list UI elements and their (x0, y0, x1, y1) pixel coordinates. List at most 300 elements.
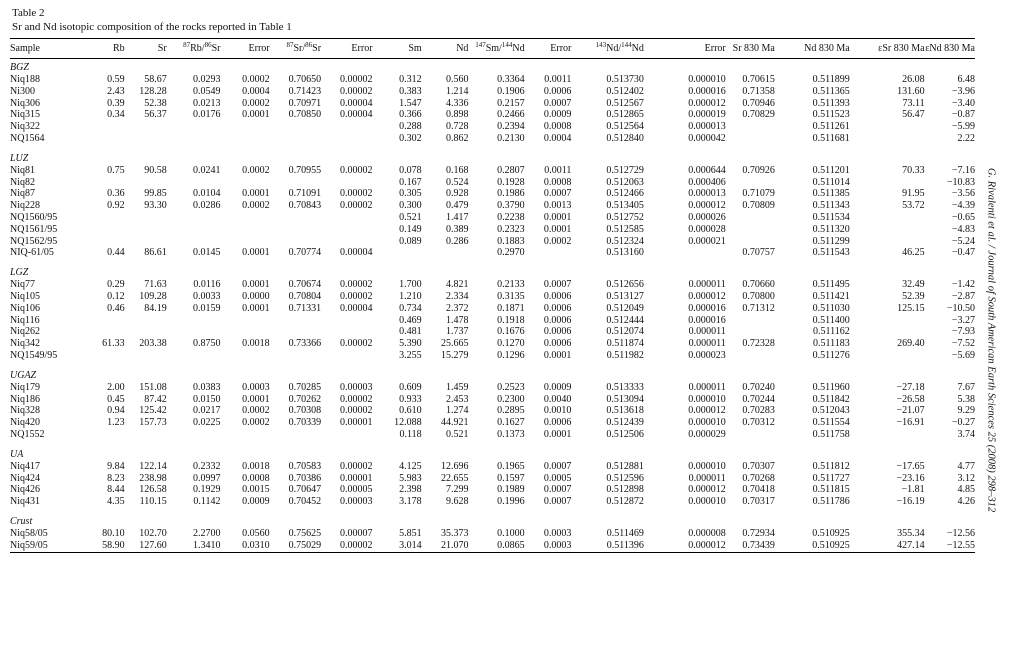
table-cell: 0.70244 (742, 393, 775, 405)
table-cell (87, 236, 124, 248)
table-row (10, 188, 975, 200)
table-cell: 0.511982 (606, 349, 644, 361)
header-row (10, 39, 975, 59)
table-cell: 1.274 (445, 405, 469, 417)
table-cell: 0.92 (107, 200, 125, 212)
table-cell (87, 133, 124, 145)
sample-cell: Niq188 (10, 74, 40, 85)
group-label: BGZ (10, 62, 29, 74)
sample-cell: Niq59/05 (10, 540, 87, 552)
table-row (10, 236, 975, 248)
table-cell: 0.000013 (688, 188, 726, 200)
table-cell: 0.0006 (543, 302, 572, 314)
table-cell: 0.000012 (688, 200, 726, 212)
table-row (10, 417, 975, 429)
table-cell: 0.70946 (742, 97, 775, 109)
table-cell: 0.71358 (742, 85, 775, 97)
table-cell: 0.1000 (497, 527, 525, 539)
table-cell (221, 212, 270, 224)
table-cell: 0.70829 (742, 109, 775, 121)
sample-cell: NQ1549/95 (10, 349, 58, 361)
table-cell (422, 247, 469, 259)
table-cell: 0.512444 (606, 314, 644, 326)
table-cell (167, 315, 221, 327)
table-cell (221, 224, 270, 236)
table-cell (270, 177, 321, 189)
table-cell: −1.81 (901, 484, 925, 496)
group-label: Crust (10, 516, 33, 527)
table-cell: 0.560 (445, 74, 469, 85)
table-row (10, 429, 975, 441)
table-cell: 0.511842 (812, 393, 850, 405)
table-cell: 0.312 (399, 74, 422, 85)
table-cell (321, 177, 372, 189)
table-cell: 26.08 (902, 74, 925, 85)
table-cell: 0.0015 (242, 484, 270, 496)
table-cell: 0.70850 (288, 109, 322, 121)
table-cell: 0.29 (107, 279, 125, 291)
table-cell: 0.1929 (193, 484, 221, 496)
table-cell: 0.70800 (742, 290, 775, 302)
header-text: εNd 830 Ma (925, 42, 975, 54)
table-cell: 0.0006 (543, 326, 572, 338)
table-cell: 0.0997 (193, 472, 221, 484)
table-cell: 0.609 (399, 381, 422, 393)
table-cell: 0.0007 (543, 496, 572, 508)
table-cell: 0.511320 (812, 223, 850, 235)
table-cell: 0.0000 (242, 290, 270, 302)
table-cell: 0.46 (107, 302, 125, 314)
table-cell: 15.279 (440, 349, 469, 361)
table-cell (726, 212, 775, 224)
table-cell: 0.0001 (242, 279, 270, 291)
table-cell: 0.70283 (742, 405, 775, 417)
table-cell: 126.58 (139, 484, 167, 496)
table-cell (87, 177, 124, 189)
table-cell: −0.65 (951, 211, 975, 223)
table-cell: 0.71423 (288, 85, 322, 97)
table-cell (125, 121, 167, 133)
table-cell: 0.0159 (193, 302, 221, 314)
header-superscript: 144 (621, 40, 632, 49)
table-cell: 0.0213 (193, 97, 221, 109)
table-cell: 0.000021 (688, 235, 726, 247)
table-cell (850, 315, 925, 327)
sample-cell: Niq82 (10, 176, 35, 188)
table-cell: 0.000644 (688, 164, 726, 176)
table-cell: 52.38 (144, 97, 167, 109)
sample-cell: Niq179 (10, 381, 40, 393)
table-cell: 0.75625 (288, 527, 322, 539)
table-cell: 0.511385 (812, 188, 850, 200)
table-cell: 0.1296 (497, 349, 525, 361)
table-cell: 203.38 (139, 338, 167, 350)
table-row (10, 224, 975, 236)
table-cell (270, 212, 321, 224)
table-cell: 122.14 (139, 460, 167, 472)
column-header (321, 39, 372, 59)
table-cell: 0.1597 (497, 472, 525, 484)
header-text: Rb (112, 42, 125, 54)
table-cell: 99.85 (144, 188, 167, 200)
table-cell: 70.33 (902, 164, 925, 176)
table-cell: 0.928 (445, 188, 469, 200)
table-cell: 0.512506 (606, 428, 644, 440)
column-header (422, 39, 469, 59)
sample-cell: Niq105 (10, 290, 40, 302)
table-cell: 0.389 (445, 223, 469, 235)
table-cell: 0.70674 (288, 279, 322, 291)
table-cell: 0.00002 (340, 393, 373, 405)
table-cell: 2.2700 (193, 527, 221, 539)
table-cell: 0.2323 (497, 223, 525, 235)
table-cell (321, 133, 372, 145)
table-cell: 0.511400 (812, 314, 850, 326)
table-cell: 0.00003 (340, 381, 373, 393)
table-cell (726, 121, 775, 133)
table-row (10, 165, 975, 177)
table-cell: 0.511469 (606, 527, 644, 539)
header-superscript: 143 (595, 40, 607, 49)
sample-cell: Niq322 (10, 121, 40, 133)
table-row (10, 303, 975, 315)
table-cell (221, 315, 270, 327)
table-cell: 0.1918 (497, 314, 525, 326)
table-cell (321, 429, 372, 441)
table-cell: 0.75 (107, 164, 125, 176)
table-cell: 0.000028 (688, 223, 726, 235)
table-cell: 125.42 (139, 405, 167, 417)
table-cell: 0.70757 (742, 247, 775, 259)
table-cell: 0.70285 (288, 381, 322, 393)
table-cell: 0.2157 (497, 97, 525, 109)
table-cell: 0.1871 (497, 302, 525, 314)
table-cell: 21.070 (422, 540, 469, 552)
table-cell: 269.40 (897, 338, 925, 350)
table-cell: 0.00004 (340, 247, 373, 259)
table-cell: 0.511874 (606, 338, 644, 350)
table-cell: 0.512865 (606, 109, 644, 121)
header-superscript: 87 (286, 40, 294, 49)
table-cell: 0.512324 (606, 235, 644, 247)
table-cell: 0.000019 (688, 109, 726, 121)
table-cell: 2.398 (399, 484, 422, 496)
table-cell: −10.83 (946, 176, 975, 188)
table-cell (270, 133, 321, 145)
table-cell (125, 177, 167, 189)
table-cell: 0.3790 (497, 200, 525, 212)
table-cell: 0.511365 (812, 85, 850, 97)
table-cell: −26.58 (896, 393, 925, 405)
table-cell (167, 224, 221, 236)
table-cell: 5.38 (957, 393, 975, 405)
table-cell (726, 177, 775, 189)
table-cell: 0.0001 (242, 188, 270, 200)
table-cell: 1.547 (399, 97, 422, 109)
table-cell: 427.14 (850, 540, 925, 552)
header-text: Nd/ (606, 42, 622, 54)
table-cell: 0.0033 (193, 290, 221, 302)
table-cell (221, 121, 270, 133)
table-cell: 0.933 (399, 393, 422, 405)
table-cell: 0.512439 (606, 417, 644, 429)
table-cell: −1.42 (951, 279, 975, 291)
table-cell: 0.00004 (340, 109, 373, 121)
table-cell (321, 326, 372, 338)
table-cell (726, 224, 775, 236)
table-cell: 0.513730 (606, 74, 644, 85)
sample-cell: Niq81 (10, 164, 35, 176)
table-cell: 0.513094 (606, 393, 644, 405)
table-cell (221, 236, 270, 248)
table-cell: 157.73 (139, 417, 167, 429)
table-cell: 87.42 (144, 393, 167, 405)
table-cell: −5.24 (951, 235, 975, 247)
table-cell: 0.73439 (726, 540, 775, 552)
column-header (468, 39, 524, 59)
sample-cell: NQ1560/95 (10, 211, 58, 223)
table-cell: 0.70386 (288, 472, 322, 484)
table-cell: 0.2523 (497, 381, 525, 393)
table-cell (270, 224, 321, 236)
table-cell: 0.000016 (688, 85, 726, 97)
table-cell: 0.000042 (688, 132, 726, 144)
table-cell: 0.00002 (340, 85, 373, 97)
table-cell: 0.512063 (606, 176, 644, 188)
table-cell: 0.0001 (242, 302, 270, 314)
table-cell: 0.3135 (497, 290, 525, 302)
table-cell: 1.459 (445, 381, 469, 393)
table-cell: 0.513405 (606, 200, 644, 212)
table-cell: 0.511201 (812, 164, 850, 176)
table-cell: 0.70615 (742, 74, 775, 85)
table-cell: −5.99 (951, 121, 975, 133)
table-cell: 0.0040 (543, 393, 572, 405)
table-cell: 109.28 (139, 290, 167, 302)
table-cell: 3.014 (373, 540, 422, 552)
header-text: Nd 830 Ma (804, 42, 850, 54)
table-cell: 0.1627 (497, 417, 525, 429)
table-cell (850, 121, 925, 133)
table-cell: 0.0001 (543, 428, 572, 440)
table-cell: 0.000011 (688, 472, 726, 484)
table-cell: 0.512466 (606, 188, 644, 200)
table-cell: 46.25 (902, 247, 925, 259)
table-cell: 0.898 (445, 109, 469, 121)
table-cell: −27.18 (896, 381, 925, 393)
table-cell: −0.27 (951, 417, 975, 429)
table-cell: 86.61 (144, 247, 167, 259)
table-cell: 0.1996 (497, 496, 525, 508)
table-row (10, 291, 975, 303)
table-cell: −10.50 (946, 302, 975, 314)
table-row (10, 74, 975, 86)
table-cell: 3.178 (399, 496, 422, 508)
table-cell: 0.0225 (193, 417, 221, 429)
sample-cell: Niq420 (10, 417, 40, 429)
table-cell: 0.511396 (571, 540, 644, 552)
table-cell (87, 121, 124, 133)
table-cell: 0.000010 (688, 393, 726, 405)
table-cell: 0.0007 (543, 484, 572, 496)
table-cell: 0.511030 (812, 302, 850, 314)
table-cell: 0.512729 (606, 164, 644, 176)
table-cell: 0.511543 (812, 247, 850, 259)
table-row (10, 540, 975, 552)
table-cell: 2.22 (957, 132, 975, 144)
header-text: Sample (10, 42, 40, 54)
table-cell: 0.72328 (742, 338, 775, 350)
isotope-table (10, 38, 975, 553)
table-cell: −3.40 (951, 97, 975, 109)
group-label: LGZ (10, 267, 29, 279)
table-cell: 0.089 (399, 235, 422, 247)
column-header (125, 39, 167, 59)
table-cell (125, 236, 167, 248)
table-cell: 0.511183 (812, 338, 850, 350)
table-cell: 0.728 (445, 121, 469, 133)
table-cell: 53.72 (902, 200, 925, 212)
table-cell: −12.56 (946, 527, 975, 539)
table-cell: 0.75029 (270, 540, 321, 552)
table-cell: 0.0002 (242, 97, 270, 109)
table-cell: 0.0008 (543, 121, 572, 133)
table-cell: −23.16 (896, 472, 925, 484)
table-cell: 0.0286 (193, 200, 221, 212)
table-cell: 0.00001 (340, 472, 373, 484)
table-cell: −4.83 (951, 223, 975, 235)
table-cell: 0.0002 (242, 200, 270, 212)
header-text: Rb/ (190, 42, 205, 54)
table-cell: 0.366 (399, 109, 422, 121)
table-cell: 5.390 (399, 338, 422, 350)
table-row (10, 338, 975, 350)
group-header-row (10, 446, 975, 461)
table-cell: 0.00002 (340, 200, 373, 212)
table-cell: 0.0001 (242, 393, 270, 405)
table-cell: −16.91 (896, 417, 925, 429)
column-header (373, 39, 422, 59)
table-cell: 0.149 (399, 223, 422, 235)
table-cell (850, 350, 925, 362)
journal-reference: G. Rivalenti et al. / Journal of South American Earth Sciences 25 (2008) 298–312 (985, 167, 997, 513)
table-cell: 0.1676 (497, 326, 525, 338)
table-cell (87, 326, 124, 338)
header-text: Sr/ (293, 42, 306, 54)
table-cell: 0.0007 (543, 97, 572, 109)
table-cell: 0.167 (399, 176, 422, 188)
table-cell: 0.0011 (544, 74, 572, 85)
table-cell: 0.513618 (606, 405, 644, 417)
table-cell: 0.000012 (688, 405, 726, 417)
table-cell (321, 212, 372, 224)
table-cell: 2.453 (445, 393, 469, 405)
table-cell: 12.088 (394, 417, 422, 429)
table-cell (221, 177, 270, 189)
table-cell: 0.512074 (606, 326, 644, 338)
table-cell: 0.2130 (497, 132, 525, 144)
header-superscript: 147 (475, 40, 486, 49)
table-cell: 0.0001 (543, 211, 572, 223)
sample-cell: Niq306 (10, 97, 40, 109)
table-cell: 0.1142 (193, 496, 221, 508)
table-cell: 0.0001 (242, 109, 270, 121)
table-cell: 0.0310 (221, 540, 270, 552)
table-cell (221, 326, 270, 338)
table-cell (321, 121, 372, 133)
table-cell (167, 212, 221, 224)
table-cell: 0.70660 (742, 279, 775, 291)
table-cell: 0.481 (399, 326, 422, 338)
table-cell (726, 133, 775, 145)
table-cell: 0.512567 (606, 97, 644, 109)
table-cell: 0.512049 (606, 302, 644, 314)
table-cell: 0.70312 (742, 417, 775, 429)
table-cell: 0.000023 (688, 349, 726, 361)
table-cell: 84.19 (144, 302, 167, 314)
table-cell: 0.70240 (742, 381, 775, 393)
table-cell: 0.0001 (543, 223, 572, 235)
sample-cell: Niq426 (10, 484, 40, 496)
table-cell: 0.000016 (688, 314, 726, 326)
table-cell: 3.74 (957, 428, 975, 440)
table-cell (270, 315, 321, 327)
table-cell: 12.696 (440, 460, 469, 472)
table-row (10, 212, 975, 224)
table-cell (125, 224, 167, 236)
table-cell: 0.0002 (543, 235, 572, 247)
table-cell: 0.513127 (606, 290, 644, 302)
table-cell (270, 236, 321, 248)
table-cell: 0.511421 (812, 290, 850, 302)
table-cell: 0.512585 (606, 223, 644, 235)
table-cell: 0.521 (399, 211, 422, 223)
table-cell: 0.000011 (688, 381, 726, 393)
sample-cell: NQ1552 (10, 428, 45, 440)
header-superscript: 87 (183, 40, 191, 49)
table-cell: 0.0007 (543, 188, 572, 200)
table-cell: 0.511343 (812, 200, 850, 212)
table-cell: 0.0006 (543, 338, 572, 350)
table-cell: 0.0241 (193, 164, 221, 176)
header-text: Sm (408, 42, 422, 54)
table-cell: 127.60 (125, 540, 167, 552)
table-cell: 0.0013 (543, 200, 572, 212)
table-cell: 1.417 (445, 211, 469, 223)
table-cell: −7.93 (951, 326, 975, 338)
table-cell: 5.851 (399, 527, 422, 539)
table-container (10, 38, 975, 553)
table-cell: 0.70268 (742, 472, 775, 484)
table-cell: 0.1965 (497, 460, 525, 472)
header-text: Sr 830 Ma (732, 42, 775, 54)
table-cell: 0.00005 (340, 484, 373, 496)
table-cell: 0.12 (107, 290, 125, 302)
header-text: Nd (456, 42, 469, 54)
table-cell: 0.512656 (606, 279, 644, 291)
table-cell: −7.16 (951, 164, 975, 176)
table-cell: 0.512898 (606, 484, 644, 496)
table-cell: 25.665 (440, 338, 469, 350)
table-cell: 0.70418 (742, 484, 775, 496)
column-header (775, 39, 850, 59)
table-cell: 0.0006 (543, 290, 572, 302)
table-cell: 0.0004 (242, 85, 270, 97)
table-cell: 151.08 (139, 381, 167, 393)
table-cell (850, 429, 925, 441)
table-cell: 0.2394 (497, 121, 525, 133)
table-cell: 0.2300 (497, 393, 525, 405)
